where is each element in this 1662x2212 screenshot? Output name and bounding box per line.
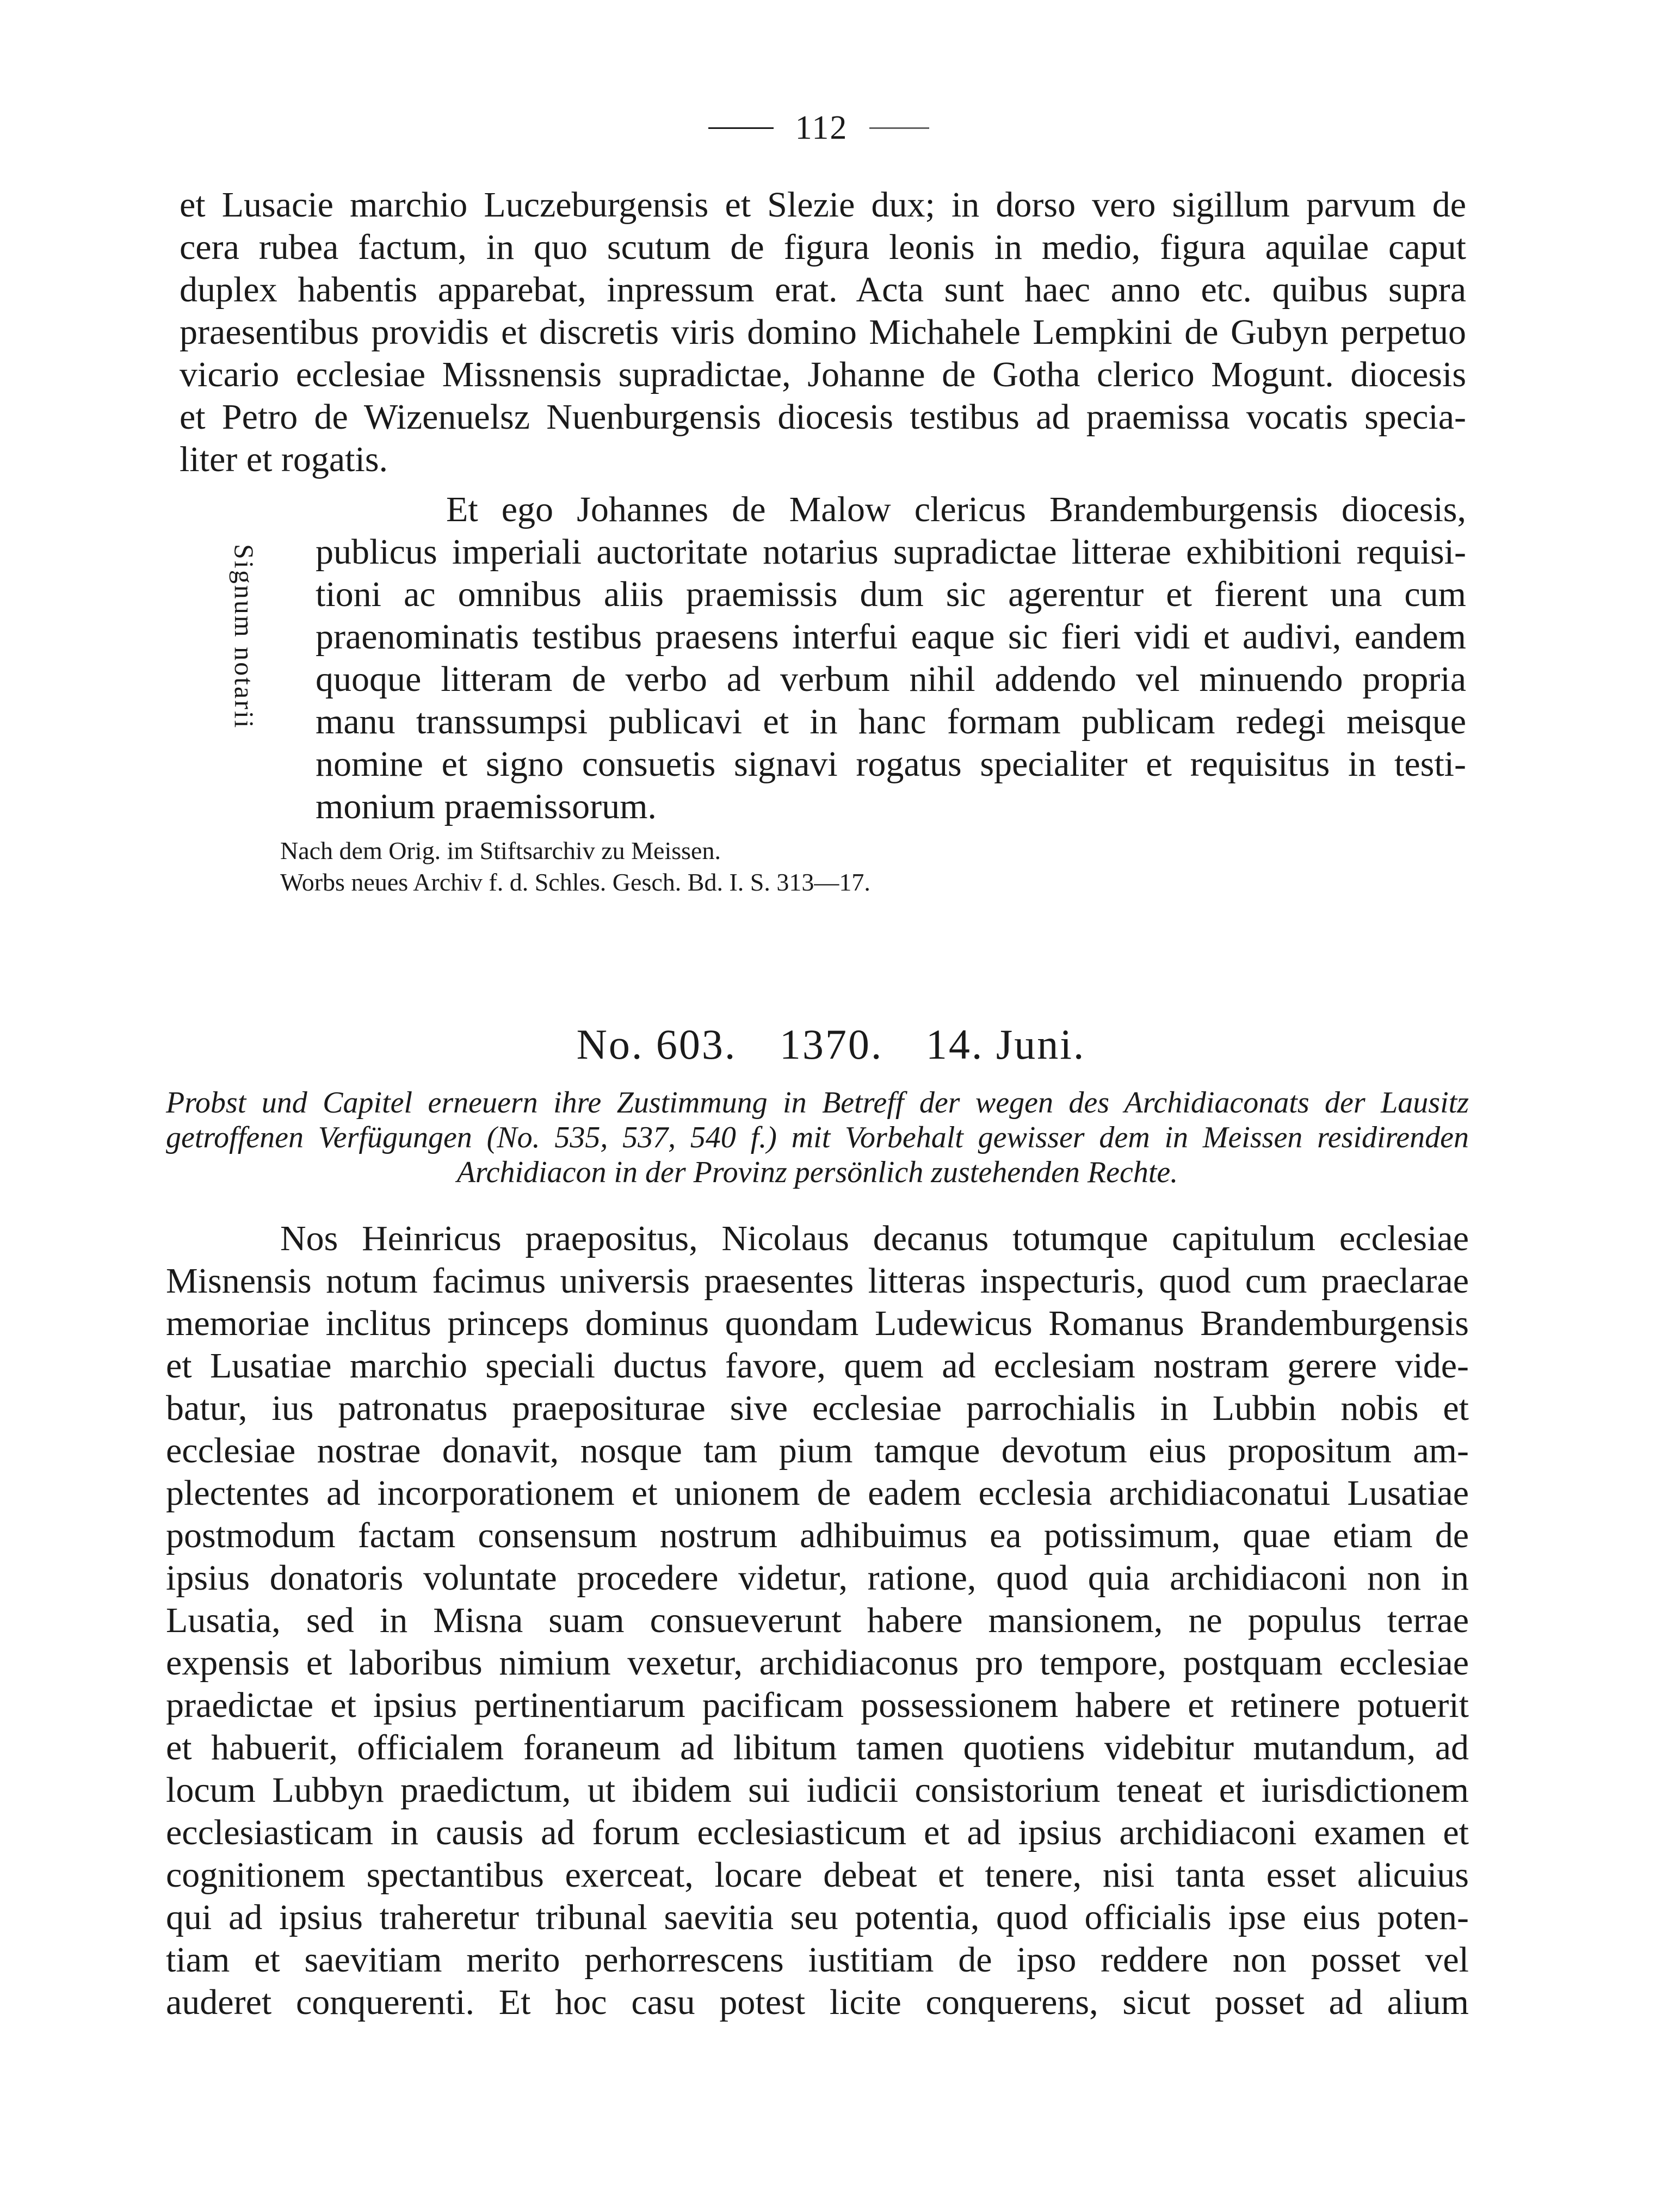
- text-line: quoque litteram de verbo ad verbum nihil addendo vel minuendo propria: [316, 659, 1466, 699]
- text-line: et Lusatiae marchio speciali ductus favore, quem ad ecclesiam nostram gerere vide-: [166, 1346, 1469, 1386]
- source-citation: [280, 835, 870, 898]
- text-line: duplex habentis apparebat, inpressum erat. Acta sunt haec anno etc. quibus supra: [180, 270, 1466, 310]
- document-date: 14. Juni.: [925, 1021, 1086, 1068]
- text-line: tiam et saevitiam merito perhorrescens iustitiam de ipso reddere non posset vel: [166, 1940, 1469, 1980]
- document-number: No. 603.: [576, 1021, 737, 1068]
- text-line: monium praemissorum.: [316, 787, 657, 826]
- text-line: cera rubea factum, in quo scutum de figura leonis in medio, figura aquilae caput: [180, 227, 1466, 267]
- text-line: et habuerit, officialem foraneum ad libitum tamen quotiens videbitur mutandum, ad: [166, 1728, 1469, 1768]
- document-year: 1370.: [779, 1021, 883, 1068]
- text-line: manu transsumpsi publicavi et in hanc formam publicam redegi meisque: [316, 702, 1466, 742]
- page-number: 112: [795, 109, 848, 146]
- text-line: ecclesiasticam in causis ad forum ecclesiasticum et ad ipsius archidiaconi examen et: [166, 1813, 1469, 1852]
- text-line: auderet conquerenti. Et hoc casu potest licite conquerens, sicut posset ad alium: [166, 1982, 1469, 2022]
- text-line: batur, ius patronatus praepositurae sive ecclesiae parrochialis in Lubbin nobis et: [166, 1388, 1469, 1428]
- text-line: praesentibus providis et discretis viris domino Michahele Lempkini de Gubyn perpetuo: [180, 312, 1466, 352]
- signum-notarii-margin-note: Signum notarii: [229, 544, 260, 730]
- summary-line: getroffenen Verfügungen (No. 535, 537, 540 f.) mit Vorbehalt gewisser dem in Meissen residirenden: [166, 1121, 1469, 1154]
- text-line: Misnensis notum facimus universis praesentes litteras inspecturis, quod cum praeclarae: [166, 1261, 1469, 1301]
- summary-line: Archidiacon in der Provinz persönlich zustehenden Rechte.: [456, 1156, 1178, 1189]
- text-line: Et ego Johannes de Malow clericus Brandemburgensis diocesis,: [446, 490, 1466, 529]
- text-line: nomine et signo consuetis signavi rogatus specialiter et requisitus in testi-: [316, 744, 1466, 784]
- continuation-paragraph: [180, 184, 1466, 481]
- text-line: Nos Heinricus praepositus, Nicolaus decanus totumque capitulum ecclesiae: [280, 1219, 1469, 1258]
- text-line: Lusatia, sed in Misna suam consueverunt habere mansionem, ne populus terrae: [166, 1601, 1469, 1640]
- text-line: plectentes ad incorporationem et unionem de eadem ecclesia archidiaconatui Lusatiae: [166, 1473, 1469, 1513]
- page-header: [683, 109, 955, 147]
- source-line: Worbs neues Archiv f. d. Schles. Gesch. Bd. I. S. 313—17.: [280, 868, 870, 896]
- header-rule-left: [708, 127, 774, 129]
- text-line: memoriae inclitus princeps dominus quondam Ludewicus Romanus Brandemburgensis: [166, 1303, 1469, 1343]
- document-body: [166, 1218, 1469, 2024]
- header-rule-right: [869, 127, 929, 129]
- previous-document-continuation: [180, 184, 1466, 481]
- text-line: liter et rogatis.: [180, 440, 388, 479]
- source-line: Nach dem Orig. im Stiftsarchiv zu Meissen.: [280, 837, 721, 864]
- text-line: postmodum factam consensum nostrum adhibuimus ea potissimum, quae etiam de: [166, 1516, 1469, 1555]
- text-line: ecclesiae nostrae donavit, nosque tam pium tamque devotum eius propositum am-: [166, 1431, 1469, 1470]
- notary-attestation: [316, 489, 1466, 828]
- text-line: et Lusacie marchio Luczeburgensis et Slezie dux; in dorso vero sigillum parvum de: [180, 185, 1466, 225]
- text-line: expensis et laboribus nimium vexetur, archidiaconus pro tempore, postquam ecclesiae: [166, 1643, 1469, 1683]
- text-line: ipsius donatoris voluntate procedere videtur, ratione, quod quia archidiaconi non in: [166, 1558, 1469, 1598]
- text-line: et Petro de Wizenuelsz Nuenburgensis diocesis testibus ad praemissa vocatis specia-: [180, 397, 1466, 437]
- text-line: publicus imperiali auctoritate notarius supradictae litterae exhibitioni requisi-: [316, 532, 1466, 572]
- text-line: vicario ecclesiae Missnensis supradictae, Johanne de Gotha clerico Mogunt. diocesis: [180, 355, 1466, 394]
- text-line: tioni ac omnibus aliis praemissis dum sic agerentur et fierent una cum: [316, 574, 1466, 614]
- text-line: cognitionem spectantibus exerceat, locare debeat et tenere, nisi tanta esset alicuius: [166, 1855, 1469, 1895]
- document-heading: [0, 1020, 1662, 1069]
- summary-line: Probst und Capitel erneuern ihre Zustimmung in Betreff der wegen des Archidiaconats der Lausitz: [166, 1086, 1469, 1120]
- text-line: praenominatis testibus praesens interfui eaque sic fieri vidi et audivi, eandem: [316, 617, 1466, 657]
- document-summary: [166, 1085, 1469, 1190]
- text-line: qui ad ipsius traheretur tribunal saevitia seu potentia, quod officialis ipse eius poten-: [166, 1898, 1469, 1937]
- text-line: praedictae et ipsius pertinentiarum pacificam possessionem habere et retinere potuerit: [166, 1685, 1469, 1725]
- text-line: locum Lubbyn praedictum, ut ibidem sui iudicii consistorium teneat et iurisdictionem: [166, 1770, 1469, 1810]
